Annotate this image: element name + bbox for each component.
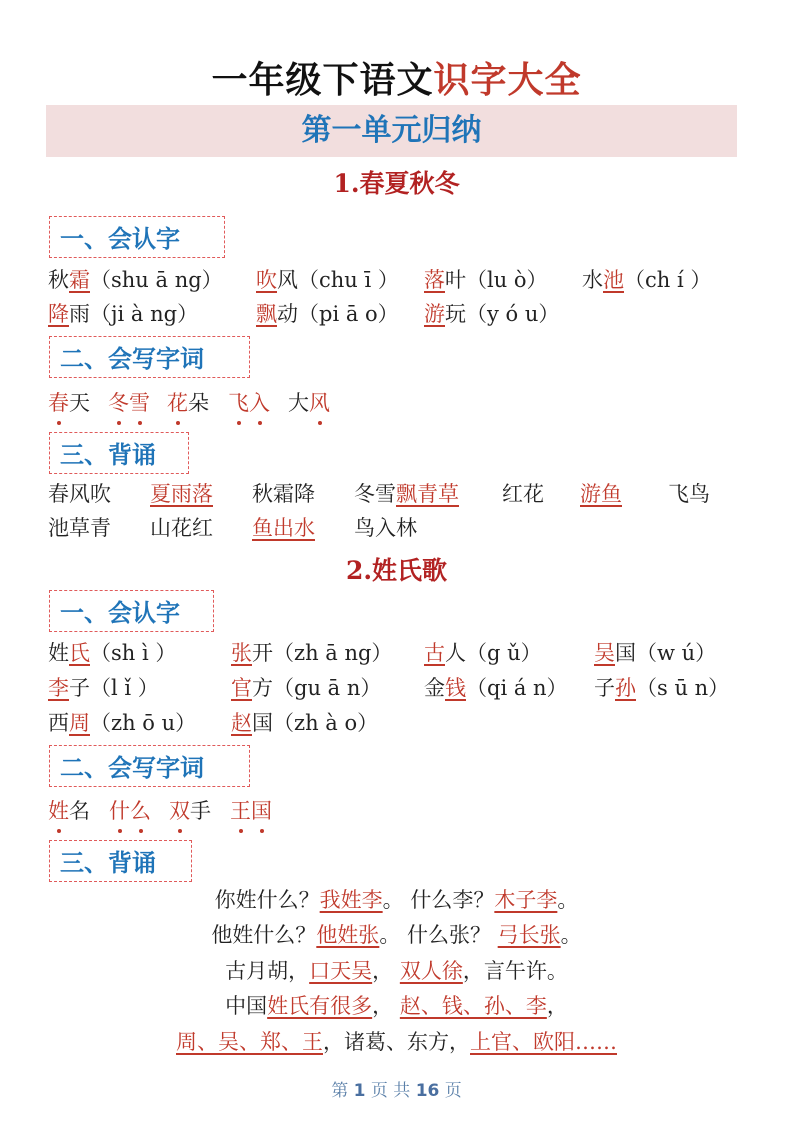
lesson-title-1: 1.春夏秋冬 <box>333 169 460 198</box>
recite-row-2 <box>48 512 748 544</box>
section-recognize-1: 一、会认字 <box>49 216 225 258</box>
recognize-row-2 <box>48 298 748 330</box>
char-item: 降雨（ji à ng） <box>48 302 199 326</box>
write-words-2 <box>48 795 748 827</box>
recite-word: 山花红 <box>150 516 213 540</box>
char-item: 秋霜（shu ā ng） <box>48 268 223 292</box>
char-item: 水池（ch í ） <box>582 268 712 292</box>
char-item: 金钱（qi á n） <box>424 676 568 700</box>
title-part2: 识字大全 <box>433 59 582 101</box>
title-part1: 一年级下语文 <box>211 59 434 101</box>
recite-row-1 <box>48 478 748 510</box>
recite-word: 池草青 <box>48 516 111 540</box>
char-item: 子孙（s ū n） <box>594 676 730 700</box>
word-item: 飞入 <box>228 387 270 419</box>
char-item: 飘动（pi ā o） <box>256 302 399 326</box>
poem-line: 中国姓氏有很多， 赵、钱、孙、李， <box>225 994 568 1018</box>
char-item: 西周（zh ō u） <box>48 711 197 735</box>
recite-word: 冬雪飘青草 <box>354 482 459 506</box>
char-item: 姓氏（sh ì ） <box>48 641 177 665</box>
section-recite-2: 三、背诵 <box>49 840 192 882</box>
char-item: 李子（l ǐ ） <box>48 676 159 700</box>
page-title <box>0 52 793 103</box>
word-item: 什么 <box>109 795 151 827</box>
char-item: 游玩（y ó u） <box>424 302 560 326</box>
recognize-row-1 <box>48 264 748 296</box>
recite-word: 红花 <box>502 482 544 506</box>
char-item: 古人（g ǔ） <box>424 641 542 665</box>
poem-line: 周、吴、郑、王，诸葛、东方，上官、欧阳…… <box>176 1030 617 1054</box>
word-item: 大风 <box>288 387 330 419</box>
word-item: 春天 <box>48 387 90 419</box>
word-item: 双手 <box>169 795 211 827</box>
char-item: 赵国（zh à o） <box>231 711 379 735</box>
recognize-row-3 <box>48 637 748 669</box>
recognize-row-5 <box>48 707 748 739</box>
recite-word: 鸟入林 <box>354 516 417 540</box>
write-words-1 <box>48 387 748 419</box>
lesson-title-2: 2.姓氏歌 <box>345 556 448 585</box>
page-footer: 第 1 页 共 16 页 <box>331 1081 462 1101</box>
word-item: 王国 <box>230 795 272 827</box>
word-item: 姓名 <box>48 795 90 827</box>
poem-line: 古月胡，口天吴， 双人徐，言午许。 <box>225 959 568 983</box>
section-recite-1: 三、背诵 <box>49 432 189 474</box>
recite-word: 春风吹 <box>48 482 111 506</box>
recite-word: 秋霜降 <box>252 482 315 506</box>
poem-line: 你姓什么？我姓李。 什么李？木子李。 <box>214 888 579 912</box>
char-item: 张开（zh ā ng） <box>231 641 393 665</box>
char-item: 吴国（w ú） <box>594 641 717 665</box>
recite-word: 游鱼 <box>580 482 622 506</box>
char-item: 官方（gu ā n） <box>231 676 382 700</box>
section-write-2: 二、会写字词 <box>49 745 250 787</box>
recite-word: 鱼出水 <box>252 516 315 540</box>
recognize-row-4 <box>48 672 748 704</box>
section-write-1: 二、会写字词 <box>49 336 250 378</box>
recite-word: 飞鸟 <box>668 482 710 506</box>
char-item: 吹风（chu ī ） <box>256 268 399 292</box>
word-item: 花朵 <box>167 387 209 419</box>
unit-banner: 第一单元归纳 <box>46 105 737 157</box>
word-item: 冬雪 <box>108 387 150 419</box>
poem-line: 他姓什么？他姓张。 什么张？ 弓长张。 <box>211 923 582 947</box>
recite-word: 夏雨落 <box>150 482 213 506</box>
char-item: 落叶（lu ò） <box>424 268 548 292</box>
section-recognize-2: 一、会认字 <box>49 590 214 632</box>
